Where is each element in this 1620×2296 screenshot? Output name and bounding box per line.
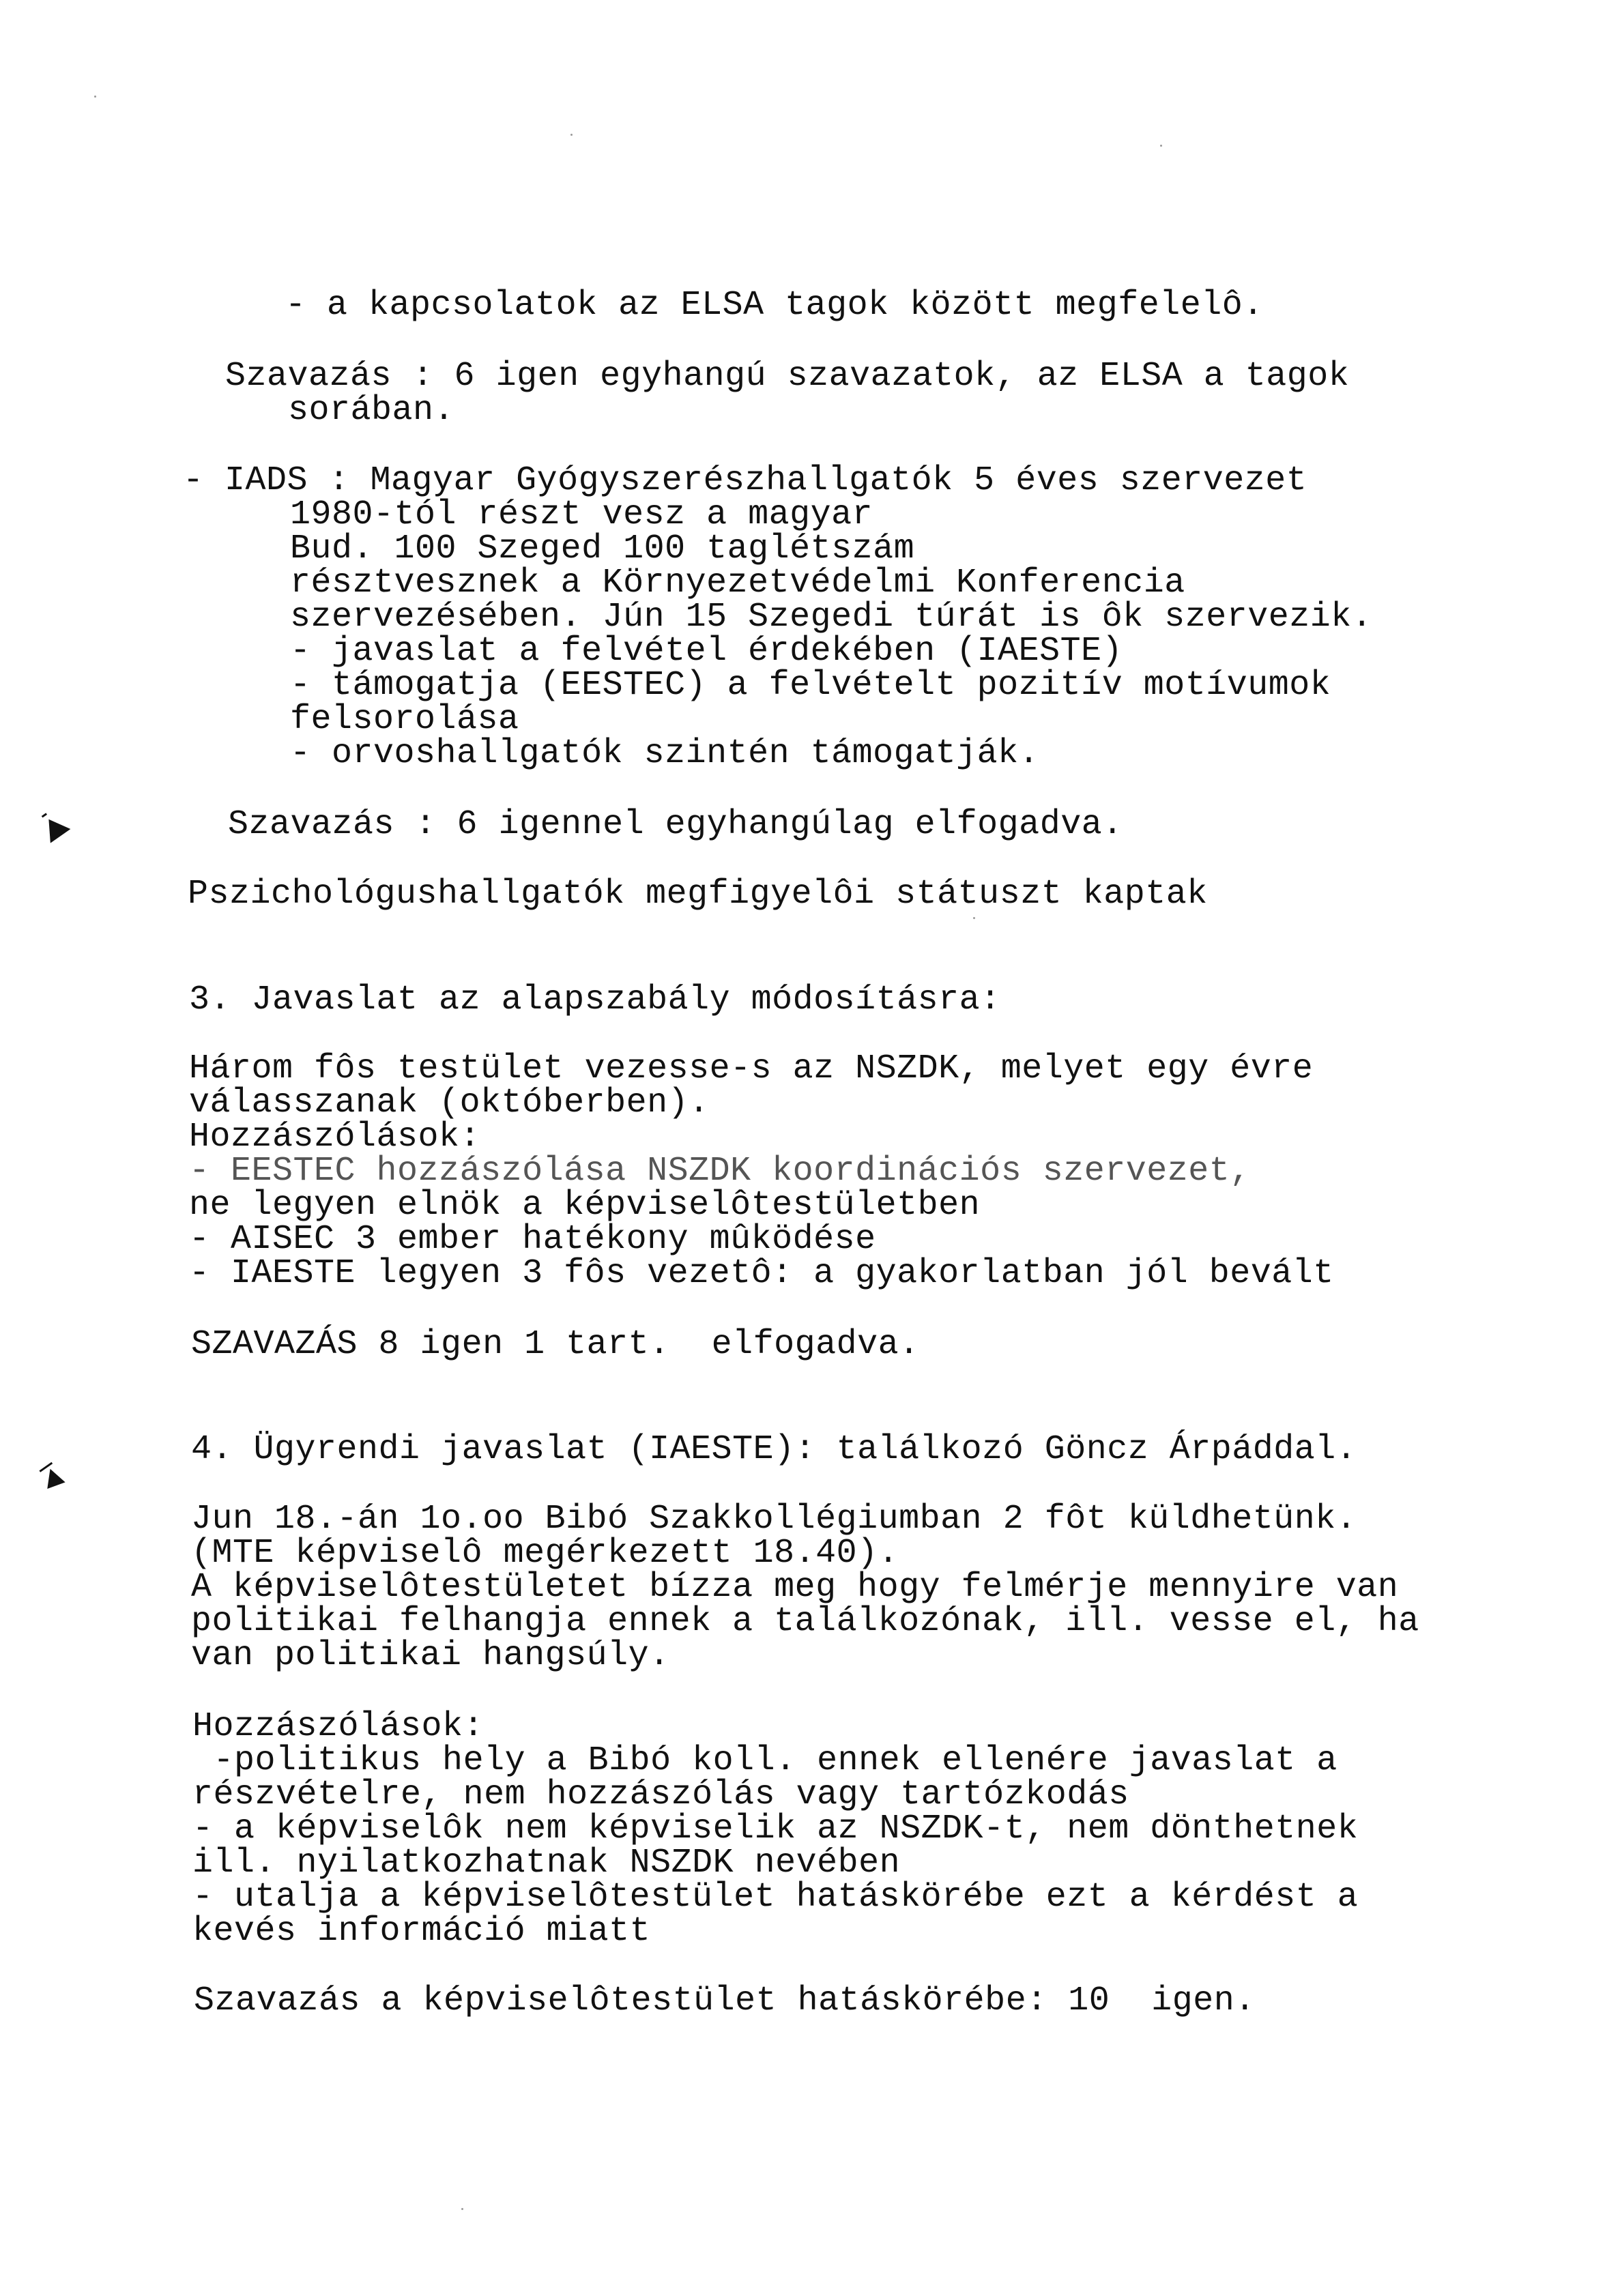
text-line: Hozzászólások: <box>189 1118 481 1157</box>
scan-speck <box>94 96 96 98</box>
scan-speck <box>570 134 573 136</box>
text-line: - IAESTE legyen 3 fôs vezetô: a gyakorlatban jól bevált <box>189 1254 1334 1293</box>
text-line: - IADS : Magyar Gyógyszerészhallgatók 5 éves szervezet <box>183 461 1307 500</box>
text-line: Pszichológushallgatók megfigyelôi státuszt kaptak <box>188 875 1208 914</box>
text-line: Jun 18.-án 1o.oo Bibó Szakkollégiumban 2 fôt küldhetünk. <box>191 1500 1357 1539</box>
text-line: 1980-tól részt vesz a magyar <box>290 495 873 534</box>
scan-speck <box>461 2208 463 2210</box>
scan-speck <box>973 917 975 919</box>
text-line: - támogatja (EESTEC) a felvételt pozitív motívumok <box>290 666 1331 705</box>
text-line: válasszanak (októberben). <box>189 1084 710 1122</box>
text-line: - AISEC 3 ember hatékony mûködése <box>189 1220 876 1259</box>
text-line: kevés információ miatt <box>192 1912 651 1951</box>
text-line: Szavazás a képviselôtestület hatáskörébe: 10 igen. <box>194 1981 1256 2020</box>
text-line: A képviselôtestületet bízza meg hogy felmérje mennyire van <box>191 1568 1399 1607</box>
text-line: politikai felhangja ennek a találkozónak, ill. vesse el, ha <box>191 1602 1419 1641</box>
text-line: van politikai hangsúly. <box>191 1636 670 1675</box>
arrow-mark-icon <box>39 812 71 843</box>
scan-speck <box>1160 145 1162 147</box>
text-line: -politikus hely a Bibó koll. ennek ellenére javaslat a <box>192 1741 1337 1780</box>
text-line: - EESTEC hozzászólása NSZDK koordinációs szervezet, <box>189 1152 1251 1191</box>
text-line: szervezésében. Jún 15 Szegedi túrát is ôk szervezik. <box>290 598 1373 637</box>
text-line: - javaslat a felvétel érdekében (IAESTE) <box>290 632 1123 671</box>
text-line: ill. nyilatkozhatnak NSZDK nevében <box>192 1844 901 1883</box>
text-line: - utalja a képviselôtestület hatáskörébe ezt a kérdést a <box>192 1878 1359 1917</box>
arrow-mark-icon <box>41 1466 65 1489</box>
text-line: felsorolása <box>290 700 519 739</box>
text-line: - orvoshallgatók szintén támogatják. <box>290 734 1040 773</box>
text-line: - a képviselôk nem képviselik az NSZDK-t, nem dönthetnek <box>192 1810 1359 1848</box>
text-line: részvételre, nem hozzászólás vagy tartózkodás <box>192 1775 1129 1814</box>
text-line: ne legyen elnök a képviselôtestületben <box>189 1186 981 1225</box>
text-line: Szavazás : 6 igennel egyhangúlag elfogadva. <box>228 805 1123 844</box>
text-line: résztvesznek a Környezetvédelmi Konferencia <box>290 564 1185 602</box>
text-line: Bud. 100 Szeged 100 taglétszám <box>290 529 915 568</box>
text-line: SZAVAZÁS 8 igen 1 tart. elfogadva. <box>191 1325 920 1364</box>
section-heading: 3. Javaslat az alapszabály módosításra: <box>189 980 1001 1019</box>
text-line: Szavazás : 6 igen egyhangú szavazatok, az ELSA a tagok <box>225 357 1350 396</box>
text-line: Hozzászólások: <box>192 1707 484 1746</box>
text-line: - a kapcsolatok az ELSA tagok között megfelelô. <box>285 286 1264 325</box>
text-line: sorában. <box>288 391 455 430</box>
text-line: (MTE képviselô megérkezett 18.40). <box>191 1534 899 1573</box>
section-heading: 4. Ügyrendi javaslat (IAESTE): találkozó Göncz Árpáddal. <box>191 1430 1357 1469</box>
text-line: Három fôs testület vezesse-s az NSZDK, melyet egy évre <box>189 1049 1314 1088</box>
